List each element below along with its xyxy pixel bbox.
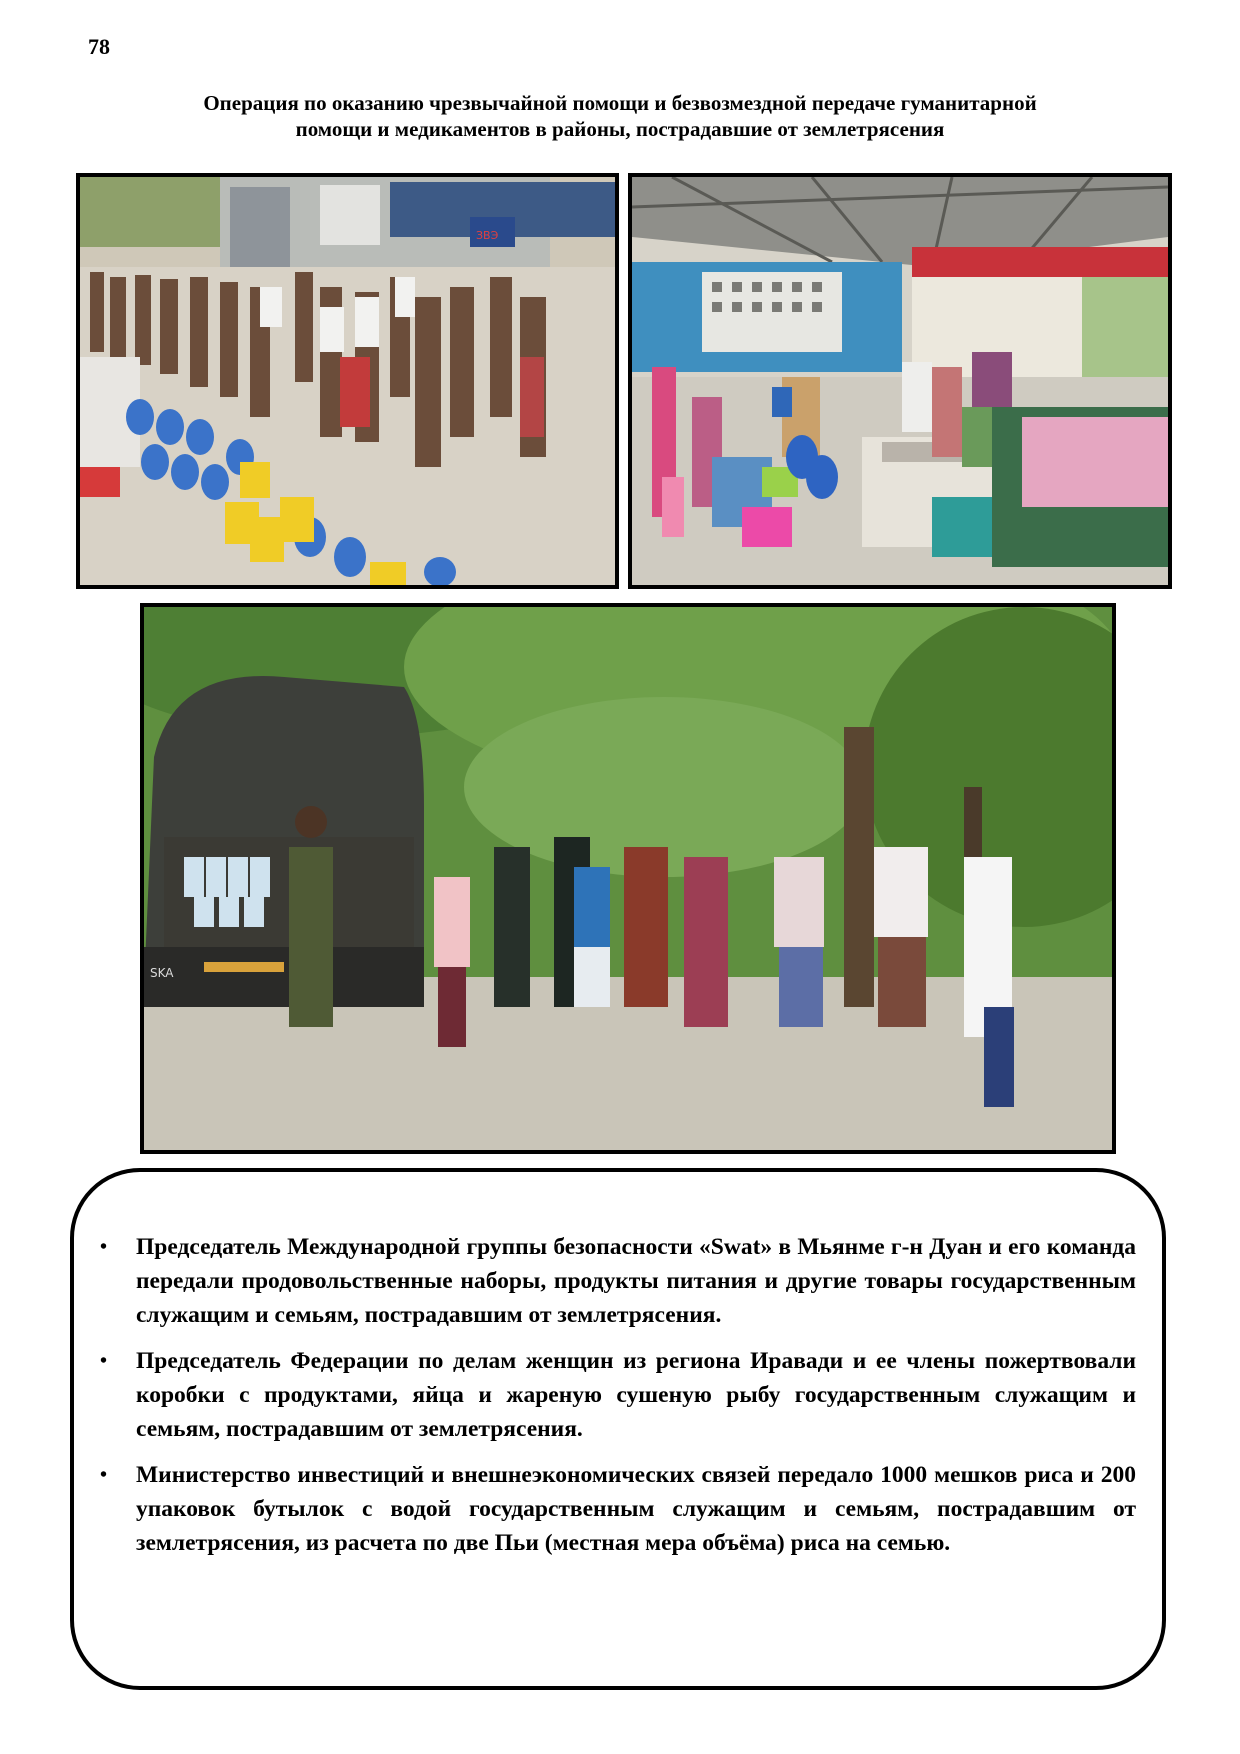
photo-supply-handout-image xyxy=(144,607,1112,1150)
page-title xyxy=(100,90,1140,142)
truck-text: ЗВЭ xyxy=(476,229,499,242)
photo-water-distribution xyxy=(76,173,619,589)
bullet-list xyxy=(96,1230,1136,1572)
truck-text: SKA xyxy=(150,966,174,980)
bullet-dot: • xyxy=(100,1350,108,1372)
page-title-line-1: Операция по оказанию чрезвычайной помощи и безвозмездной передаче гуманитарной xyxy=(203,91,1037,115)
list-item xyxy=(96,1344,1136,1446)
photo-supply-handout xyxy=(140,603,1116,1154)
photo-shelter-interior xyxy=(628,173,1172,589)
list-item-text: Министерство инвестиций и внешнеэкономических связей передало 1000 мешков риса и 200 упаковок бутылок с водой государственным служащим и семьям, пострадавшим от землетрясения, из расчета по две Пьи (местная мера объёма) риса на семью. xyxy=(136,1462,1136,1556)
photo-shelter-interior-image xyxy=(632,177,1168,585)
bullet-dot: • xyxy=(100,1236,108,1258)
list-item xyxy=(96,1458,1136,1560)
bullet-dot: • xyxy=(100,1464,108,1486)
list-item-text: Председатель Федерации по делам женщин из региона Иравади и ее члены пожертвовали коробки с продуктами, яйца и жареную сушеную рыбу государственным служащим и семьям, пострадавшим от землетрясения. xyxy=(136,1348,1136,1442)
page-title-line-2: помощи и медикаментов в районы, пострадавшие от землетрясения xyxy=(295,117,945,141)
photo-water-distribution-image xyxy=(80,177,615,585)
list-item xyxy=(96,1230,1136,1332)
list-item-text: Председатель Международной группы безопасности «Swat» в Мьянме г-н Дуан и его команда передали продовольственные наборы, продукты питания и другие товары государственным служащим и семьям, пострадавшим от землетрясения. xyxy=(136,1234,1136,1328)
page-number: 78 xyxy=(88,34,110,59)
